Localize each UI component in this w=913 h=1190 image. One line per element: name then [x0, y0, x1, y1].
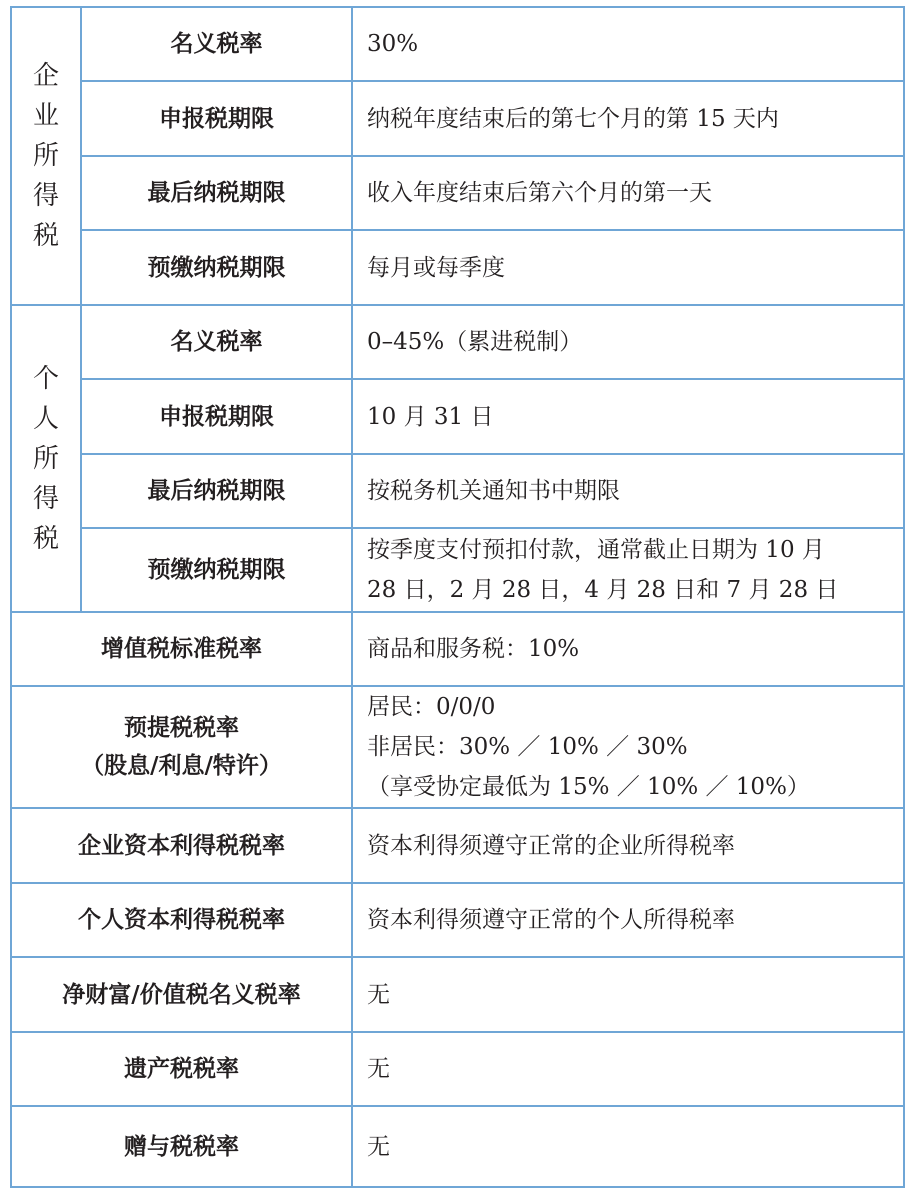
row-value: 无 — [352, 1106, 904, 1187]
row-label: 最后纳税期限 — [81, 156, 352, 230]
group-header-corporate-income-tax: 企 业 所 得 税 — [11, 7, 81, 305]
row-label: 净财富/价值税名义税率 — [11, 957, 352, 1032]
table-row — [11, 612, 904, 686]
table-row — [11, 957, 904, 1032]
table-row — [11, 156, 904, 230]
row-label: 名义税率 — [81, 305, 352, 379]
value-line: 非居民：30% ／ 10% ／ 30% — [367, 734, 688, 760]
row-label: 名义税率 — [81, 7, 352, 81]
table-row — [11, 230, 904, 305]
table-row — [11, 808, 904, 883]
table-row — [11, 7, 904, 81]
row-value: 按税务机关通知书中期限 — [352, 454, 904, 528]
row-label: 申报税期限 — [81, 379, 352, 454]
row-value — [352, 686, 904, 808]
row-label: 预提税税率 （股息/利息/特许） — [11, 686, 352, 808]
tax-table — [10, 6, 905, 1188]
value-line: 按季度支付预扣付款，通常截止日期为 10 月 — [367, 537, 825, 563]
row-value: 纳税年度结束后的第七个月的第 15 天内 — [352, 81, 904, 156]
table-row — [11, 454, 904, 528]
row-value: 资本利得须遵守正常的企业所得税率 — [352, 808, 904, 883]
row-value: 30% — [352, 7, 904, 81]
table-row — [11, 1032, 904, 1106]
row-label: 申报税期限 — [81, 81, 352, 156]
row-label: 个人资本利得税税率 — [11, 883, 352, 957]
row-value: 收入年度结束后第六个月的第一天 — [352, 156, 904, 230]
row-value: 每月或每季度 — [352, 230, 904, 305]
row-value: 资本利得须遵守正常的个人所得税率 — [352, 883, 904, 957]
row-value: 无 — [352, 957, 904, 1032]
value-line: （享受协定最低为 15% ／ 10% ／ 10%） — [367, 774, 810, 800]
table-row — [11, 81, 904, 156]
row-value — [352, 528, 904, 612]
table-row — [11, 1106, 904, 1187]
table-row — [11, 528, 904, 612]
row-label: 遗产税税率 — [11, 1032, 352, 1106]
row-value: 10 月 31 日 — [352, 379, 904, 454]
row-label: 企业资本利得税税率 — [11, 808, 352, 883]
table-row — [11, 379, 904, 454]
row-label: 最后纳税期限 — [81, 454, 352, 528]
table-row — [11, 686, 904, 808]
row-value: 0–45%（累进税制） — [352, 305, 904, 379]
row-value: 商品和服务税：10% — [352, 612, 904, 686]
value-line: 居民：0/0/0 — [367, 694, 496, 720]
table-row — [11, 305, 904, 379]
table-row — [11, 883, 904, 957]
row-label: 赠与税税率 — [11, 1106, 352, 1187]
row-label: 预缴纳税期限 — [81, 528, 352, 612]
row-value: 无 — [352, 1032, 904, 1106]
row-label: 预缴纳税期限 — [81, 230, 352, 305]
group-header-individual-income-tax: 个 人 所 得 税 — [11, 305, 81, 612]
row-label: 增值税标准税率 — [11, 612, 352, 686]
value-line: 28 日，2 月 28 日，4 月 28 日和 7 月 28 日 — [367, 577, 839, 603]
